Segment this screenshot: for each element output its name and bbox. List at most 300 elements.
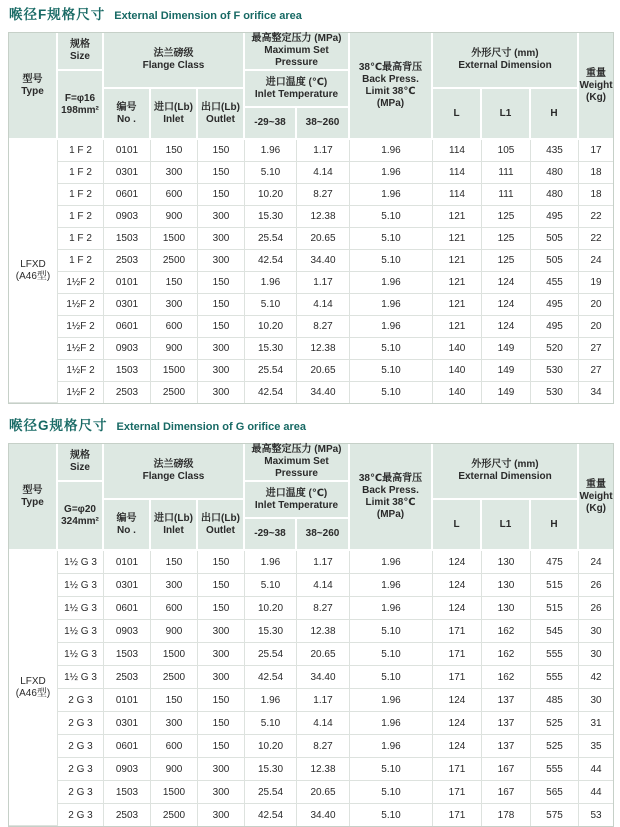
table-cell: 1 F 2 [58, 250, 104, 272]
table-cell: 0903 [104, 758, 151, 781]
table-cell: 12.38 [297, 620, 350, 643]
table-cell: 2 G 3 [58, 781, 104, 804]
table-cell: 0301 [104, 162, 151, 184]
table-cell: 2503 [104, 250, 151, 272]
table-cell: 1500 [151, 643, 198, 666]
table-cell: 150 [198, 574, 245, 597]
table-cell: 480 [531, 162, 579, 184]
section-title-zh: 喉径G规格尺寸 [9, 418, 108, 433]
table-cell: 1500 [151, 360, 198, 382]
table-cell: 15.30 [245, 620, 297, 643]
type-cell [9, 140, 58, 403]
table-cell: 4.14 [297, 574, 350, 597]
table-row [9, 184, 613, 206]
table-cell: 0903 [104, 338, 151, 360]
table-cell: 171 [433, 758, 482, 781]
table-cell: 25.54 [245, 643, 297, 666]
table-cell: 2 G 3 [58, 712, 104, 735]
table-cell: 130 [482, 551, 531, 574]
col-header-size: 规格 Size [58, 444, 104, 482]
col-header-inlet: 进口(Lb) Inlet [151, 500, 198, 551]
table-cell: 150 [198, 735, 245, 758]
table-cell: 5.10 [350, 758, 433, 781]
table-cell: 20.65 [297, 643, 350, 666]
col-header-inlet-temperature: 进口温度 (℃) Inlet Temperature [245, 482, 350, 519]
table-row [9, 294, 613, 316]
table-cell: 1.96 [350, 597, 433, 620]
table-cell: 15.30 [245, 338, 297, 360]
table-cell: 1.96 [245, 689, 297, 712]
table-row [9, 360, 613, 382]
table-cell: 1½ G 3 [58, 574, 104, 597]
table-cell: 1.17 [297, 689, 350, 712]
table-cell: 149 [482, 382, 531, 403]
table-cell: 1½ G 3 [58, 597, 104, 620]
table-cell: 15.30 [245, 206, 297, 228]
table-cell: 149 [482, 360, 531, 382]
table-cell: 1½F 2 [58, 360, 104, 382]
table-cell: 495 [531, 294, 579, 316]
table-row [9, 551, 613, 574]
table-cell: 1.96 [350, 574, 433, 597]
table-cell: 300 [198, 228, 245, 250]
table-cell: 149 [482, 338, 531, 360]
table-cell: 1503 [104, 781, 151, 804]
table-cell: 27 [579, 360, 613, 382]
table-cell: 300 [198, 360, 245, 382]
table-cell: 20.65 [297, 228, 350, 250]
col-header-no: 编号 No . [104, 500, 151, 551]
table-cell: 124 [482, 294, 531, 316]
table-cell: 125 [482, 206, 531, 228]
table-cell: 150 [151, 551, 198, 574]
table-cell: 25.54 [245, 228, 297, 250]
table-cell: 300 [198, 206, 245, 228]
table-cell: 12.38 [297, 206, 350, 228]
table-cell: 121 [433, 272, 482, 294]
table-cell: 455 [531, 272, 579, 294]
table-cell: 1½F 2 [58, 338, 104, 360]
type-label: LFXD [20, 676, 46, 687]
table-cell: 900 [151, 338, 198, 360]
table-cell: 495 [531, 316, 579, 338]
table-cell: 2 G 3 [58, 689, 104, 712]
table-cell: 42.54 [245, 382, 297, 403]
table-cell: 0101 [104, 551, 151, 574]
table-cell: 124 [433, 689, 482, 712]
table-cell: 22 [579, 206, 613, 228]
col-header-size-zh: 规格 [70, 39, 90, 50]
table-cell: 124 [433, 735, 482, 758]
table-cell: 114 [433, 162, 482, 184]
table-row [9, 206, 613, 228]
table-cell: 5.10 [245, 712, 297, 735]
col-header-l: L [433, 500, 482, 551]
table-cell: 42 [579, 666, 613, 689]
table-cell: 130 [482, 597, 531, 620]
table-cell: 5.10 [350, 338, 433, 360]
table-cell: 530 [531, 360, 579, 382]
table-cell: 0101 [104, 140, 151, 162]
table-cell: 0601 [104, 735, 151, 758]
col-header-size [58, 33, 104, 71]
table-cell: 5.10 [245, 574, 297, 597]
table-row [9, 316, 613, 338]
col-header-type: 型号 Type [9, 444, 58, 551]
table-cell: 111 [482, 184, 531, 206]
section-title-g [9, 418, 612, 435]
table-cell: 600 [151, 316, 198, 338]
table-row [9, 735, 613, 758]
col-header-l1: L1 [482, 500, 531, 551]
table-cell: 1503 [104, 643, 151, 666]
table-cell: 1.17 [297, 551, 350, 574]
table-cell: 530 [531, 382, 579, 403]
table-cell: 2500 [151, 382, 198, 403]
table-cell: 171 [433, 666, 482, 689]
col-header-outlet: 出口(Lb) Outlet [198, 89, 245, 140]
table-cell: 1.96 [350, 316, 433, 338]
col-header-max-set-pressure: 最高整定压力 (MPa) Maximum Set Pressure [245, 33, 350, 71]
table-cell: 124 [433, 551, 482, 574]
table-cell: 10.20 [245, 735, 297, 758]
table-cell: 10.20 [245, 316, 297, 338]
table-cell: 300 [198, 781, 245, 804]
f-orifice-section [8, 7, 612, 404]
table-cell: 5.10 [245, 162, 297, 184]
table-cell: 0903 [104, 620, 151, 643]
g-orifice-section [8, 418, 612, 827]
table-cell: 2503 [104, 666, 151, 689]
table-cell: 1 F 2 [58, 184, 104, 206]
table-cell: 300 [151, 712, 198, 735]
table-cell: 5.10 [350, 360, 433, 382]
col-header-type-zh: 型号 [22, 73, 43, 85]
table-cell: 300 [198, 250, 245, 272]
col-header-inlet: 进口(Lb) Inlet [151, 89, 198, 140]
section-title-f [9, 7, 612, 24]
table-cell: 1.96 [245, 140, 297, 162]
table-cell: 900 [151, 620, 198, 643]
table-cell: 0101 [104, 689, 151, 712]
type-cell [9, 551, 58, 826]
table-cell: 20.65 [297, 781, 350, 804]
table-cell: 1.17 [297, 140, 350, 162]
table-cell: 2 G 3 [58, 735, 104, 758]
table-cell: 555 [531, 758, 579, 781]
g-orifice-table [8, 443, 614, 827]
table-cell: 4.14 [297, 712, 350, 735]
table-row [9, 689, 613, 712]
table-cell: 137 [482, 712, 531, 735]
table-cell: 1 F 2 [58, 206, 104, 228]
section-title-en: External Dimension of G orifice area [116, 421, 307, 433]
table-cell: 1.96 [245, 272, 297, 294]
table-cell: 178 [482, 804, 531, 826]
table-cell: 575 [531, 804, 579, 826]
table-cell: 1½F 2 [58, 382, 104, 403]
table-cell: 162 [482, 666, 531, 689]
table-cell: 1½ G 3 [58, 643, 104, 666]
table-cell: 1½ G 3 [58, 551, 104, 574]
table-cell: 124 [433, 574, 482, 597]
table-cell: 525 [531, 712, 579, 735]
col-header-temp-range-high: 38~260 [297, 108, 350, 140]
table-cell: 1½F 2 [58, 272, 104, 294]
table-cell: 162 [482, 643, 531, 666]
table-cell: 0101 [104, 272, 151, 294]
table-cell: 121 [433, 228, 482, 250]
col-header-temp-range-high: 38~260 [297, 519, 350, 551]
table-cell: 2500 [151, 666, 198, 689]
table-cell: 42.54 [245, 666, 297, 689]
table-cell: 20 [579, 294, 613, 316]
table-cell: 24 [579, 250, 613, 272]
table-cell: 505 [531, 250, 579, 272]
col-header-back-pressure: 38℃最高背压 Back Press. Limit 38℃ (MPa) [350, 444, 433, 551]
table-cell: 1.17 [297, 272, 350, 294]
table-cell: 5.10 [350, 250, 433, 272]
col-header-l1: L1 [482, 89, 531, 140]
table-cell: 525 [531, 735, 579, 758]
table-cell: 31 [579, 712, 613, 735]
table-cell: 5.10 [350, 228, 433, 250]
table-cell: 171 [433, 804, 482, 826]
table-cell: 5.10 [350, 781, 433, 804]
table-cell: 20 [579, 316, 613, 338]
table-cell: 520 [531, 338, 579, 360]
table-cell: 600 [151, 184, 198, 206]
col-header-h: H [531, 89, 579, 140]
table-cell: 121 [433, 316, 482, 338]
table-cell: 1.96 [350, 162, 433, 184]
table-cell: 0601 [104, 597, 151, 620]
table-cell: 121 [433, 206, 482, 228]
col-header-external-dimension: 外形尺寸 (mm) External Dimension [433, 33, 579, 89]
table-cell: 300 [151, 294, 198, 316]
table-cell: 30 [579, 620, 613, 643]
table-cell: 300 [198, 804, 245, 826]
table-cell: 167 [482, 758, 531, 781]
table-row [9, 140, 613, 162]
table-cell: 8.27 [297, 184, 350, 206]
col-header-type-en: Type [21, 85, 44, 97]
table-cell: 150 [198, 689, 245, 712]
table-cell: 111 [482, 162, 531, 184]
table-cell: 34 [579, 382, 613, 403]
table-cell: 5.10 [350, 666, 433, 689]
table-cell: 114 [433, 140, 482, 162]
table-cell: 15.30 [245, 758, 297, 781]
table-cell: 600 [151, 597, 198, 620]
table-cell: 25.54 [245, 781, 297, 804]
table-cell: 150 [198, 712, 245, 735]
table-cell: 515 [531, 574, 579, 597]
table-cell: 42.54 [245, 804, 297, 826]
section-title-en: External Dimension of F orifice area [114, 10, 302, 22]
table-cell: 0601 [104, 316, 151, 338]
table-cell: 0903 [104, 206, 151, 228]
table-cell: 124 [433, 712, 482, 735]
table-cell: 150 [198, 551, 245, 574]
col-header-outlet: 出口(Lb) Outlet [198, 500, 245, 551]
table-cell: 150 [198, 316, 245, 338]
table-row [9, 574, 613, 597]
table-cell: 124 [482, 316, 531, 338]
table-cell: 121 [433, 250, 482, 272]
table-cell: 22 [579, 228, 613, 250]
type-sub-label: (A46型) [15, 271, 51, 282]
table-cell: 42.54 [245, 250, 297, 272]
table-cell: 171 [433, 620, 482, 643]
table-cell: 300 [198, 338, 245, 360]
table-row [9, 712, 613, 735]
col-header-weight: 重量 Weight (Kg) [579, 444, 613, 551]
table-cell: 300 [198, 620, 245, 643]
table-cell: 26 [579, 574, 613, 597]
table-row [9, 804, 613, 826]
table-cell: 555 [531, 643, 579, 666]
table-cell: 140 [433, 382, 482, 403]
col-header-back-pressure: 38℃最高背压 Back Press. Limit 38℃ (MPa) [350, 33, 433, 140]
col-header-l: L [433, 89, 482, 140]
table-cell: 2 G 3 [58, 804, 104, 826]
g-orifice-table-body [9, 551, 613, 826]
table-cell: 1.96 [350, 272, 433, 294]
table-cell: 5.10 [350, 620, 433, 643]
col-header-max-set-pressure: 最高整定压力 (MPa) Maximum Set Pressure [245, 444, 350, 482]
table-cell: 2500 [151, 804, 198, 826]
table-cell: 140 [433, 360, 482, 382]
table-cell: 34.40 [297, 666, 350, 689]
table-cell: 565 [531, 781, 579, 804]
table-cell: 900 [151, 206, 198, 228]
table-cell: 8.27 [297, 597, 350, 620]
table-cell: 150 [198, 294, 245, 316]
table-cell: 121 [433, 294, 482, 316]
table-cell: 18 [579, 162, 613, 184]
table-cell: 1.96 [350, 735, 433, 758]
table-cell: 2503 [104, 804, 151, 826]
col-header-no: 编号 No . [104, 89, 151, 140]
table-cell: 1.96 [350, 689, 433, 712]
table-cell: 1 F 2 [58, 162, 104, 184]
table-cell: 1.96 [350, 184, 433, 206]
table-cell: 0301 [104, 712, 151, 735]
col-header-external-dimension: 外形尺寸 (mm) External Dimension [433, 444, 579, 500]
table-row [9, 666, 613, 689]
table-cell: 1.96 [350, 294, 433, 316]
col-header-flange-class: 法兰磅级 Flange Class [104, 444, 245, 500]
table-cell: 1500 [151, 228, 198, 250]
table-cell: 18 [579, 184, 613, 206]
table-cell: 150 [151, 140, 198, 162]
table-row [9, 162, 613, 184]
table-cell: 4.14 [297, 162, 350, 184]
type-label: LFXD [20, 259, 46, 270]
table-cell: 150 [198, 184, 245, 206]
table-cell: 34.40 [297, 250, 350, 272]
table-cell: 137 [482, 735, 531, 758]
table-cell: 114 [433, 184, 482, 206]
table-cell: 150 [198, 272, 245, 294]
table-cell: 12.38 [297, 758, 350, 781]
table-cell: 44 [579, 781, 613, 804]
table-cell: 140 [433, 338, 482, 360]
type-sub-label: (A46型) [15, 688, 51, 699]
table-cell: 505 [531, 228, 579, 250]
table-cell: 900 [151, 758, 198, 781]
table-cell: 125 [482, 250, 531, 272]
table-cell: 34.40 [297, 382, 350, 403]
table-row [9, 250, 613, 272]
table-cell: 5.10 [350, 804, 433, 826]
table-cell: 30 [579, 689, 613, 712]
table-cell: 162 [482, 620, 531, 643]
table-cell: 1.96 [350, 140, 433, 162]
table-cell: 19 [579, 272, 613, 294]
col-header-weight: 重量 Weight (Kg) [579, 33, 613, 140]
table-cell: 0301 [104, 294, 151, 316]
table-cell: 130 [482, 574, 531, 597]
table-cell: 5.10 [350, 206, 433, 228]
col-header-type [9, 33, 58, 140]
table-cell: 300 [198, 666, 245, 689]
table-row [9, 338, 613, 360]
table-cell: 171 [433, 781, 482, 804]
table-row [9, 643, 613, 666]
table-cell: 1.96 [350, 551, 433, 574]
table-cell: 35 [579, 735, 613, 758]
table-cell: 1.96 [350, 712, 433, 735]
col-header-size-spec: G=φ20 324mm² [58, 482, 104, 551]
table-cell: 2503 [104, 382, 151, 403]
table-cell: 137 [482, 689, 531, 712]
table-cell: 12.38 [297, 338, 350, 360]
table-cell: 34.40 [297, 804, 350, 826]
table-row [9, 758, 613, 781]
table-cell: 1½F 2 [58, 316, 104, 338]
table-cell: 1.96 [245, 551, 297, 574]
table-cell: 300 [151, 574, 198, 597]
table-cell: 0301 [104, 574, 151, 597]
table-cell: 1 F 2 [58, 140, 104, 162]
table-cell: 495 [531, 206, 579, 228]
table-cell: 53 [579, 804, 613, 826]
table-cell: 1503 [104, 228, 151, 250]
table-cell: 1½ G 3 [58, 620, 104, 643]
table-cell: 167 [482, 781, 531, 804]
table-cell: 300 [198, 643, 245, 666]
table-cell: 0601 [104, 184, 151, 206]
col-header-temp-range-low: -29~38 [245, 519, 297, 551]
table-cell: 1½ G 3 [58, 666, 104, 689]
table-cell: 4.14 [297, 294, 350, 316]
col-header-inlet-temperature: 进口温度 (℃) Inlet Temperature [245, 71, 350, 108]
table-cell: 5.10 [350, 643, 433, 666]
table-cell: 10.20 [245, 597, 297, 620]
table-cell: 24 [579, 551, 613, 574]
table-cell: 150 [198, 162, 245, 184]
table-cell: 2 G 3 [58, 758, 104, 781]
table-cell: 105 [482, 140, 531, 162]
table-row [9, 597, 613, 620]
col-header-temp-range-low: -29~38 [245, 108, 297, 140]
table-cell: 515 [531, 597, 579, 620]
table-cell: 485 [531, 689, 579, 712]
table-cell: 171 [433, 643, 482, 666]
table-cell: 26 [579, 597, 613, 620]
